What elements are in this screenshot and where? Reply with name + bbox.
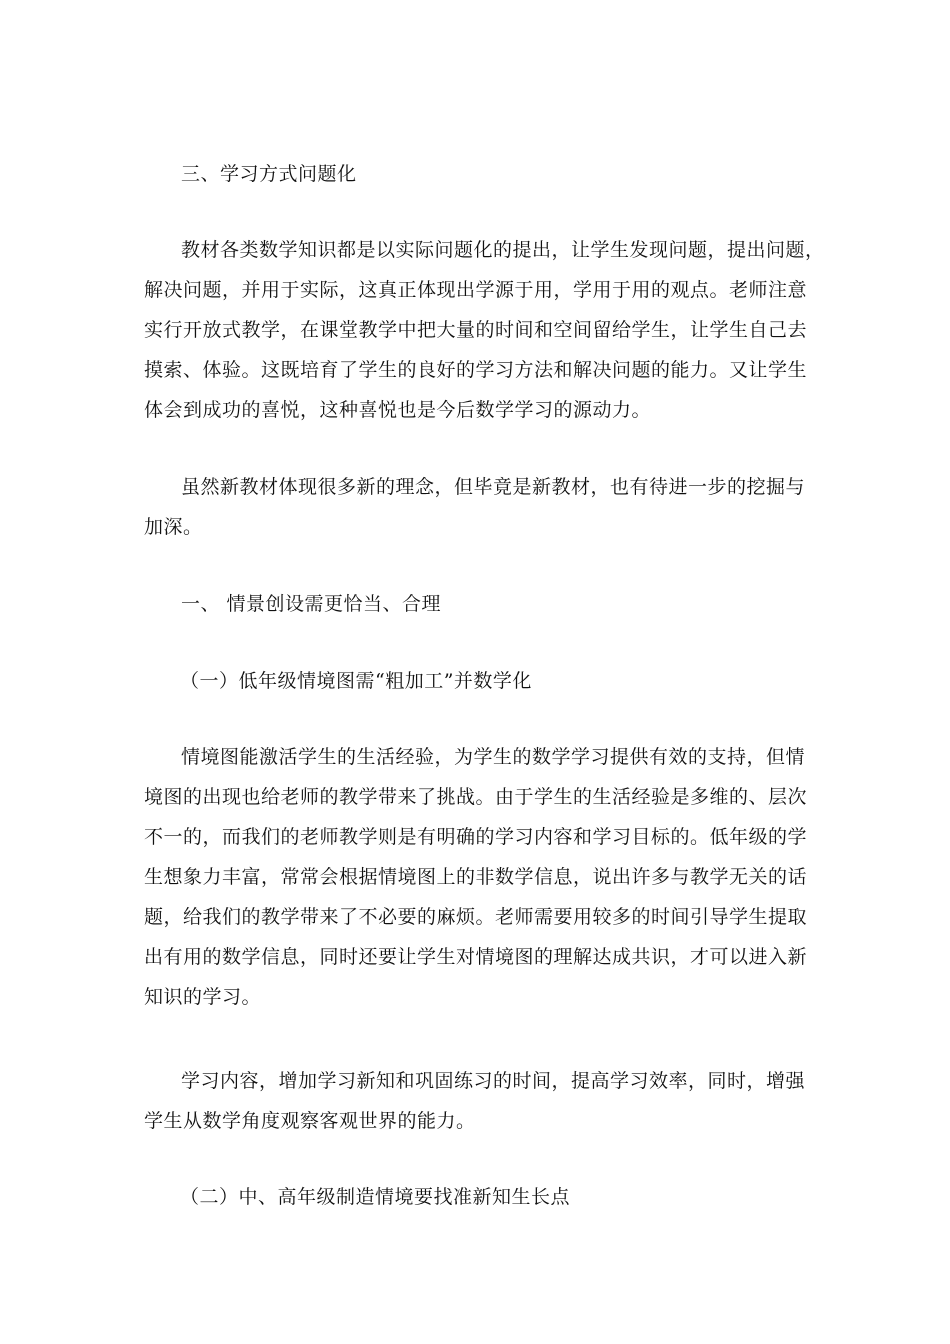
paragraph-line: 境图的出现也给老师的教学带来了挑战。由于学生的生活经验是多维的、层次: [144, 786, 808, 808]
paragraph-line: 不一的，而我们的老师教学则是有明确的学习内容和学习目标的。低年级的学: [144, 826, 808, 848]
paragraph-line: 加深。: [144, 516, 203, 538]
paragraph-line: 摸索、体验。这既培育了学生的良好的学习方法和解决问题的能力。又让学生: [144, 359, 808, 381]
paragraph-line: 生想象力丰富，常常会根据情境图上的非数学信息，说出许多与教学无关的话: [144, 866, 808, 888]
paragraph-line: 题，给我们的教学带来了不必要的麻烦。老师需要用较多的时间引导学生提取: [144, 906, 808, 928]
section-one-heading: 一、 情景创设需更恰当、合理: [181, 593, 442, 615]
paragraph-line: 解决问题，并用于实际，这真正体现出学源于用，学用于用的观点。老师注意: [144, 279, 808, 301]
paragraph-line: 体会到成功的喜悦，这种喜悦也是今后数学学习的源动力。: [144, 399, 652, 421]
paragraph-line: 实行开放式教学，在课堂教学中把大量的时间和空间留给学生，让学生自己去: [144, 319, 808, 341]
paragraph-line: 教材各类数学知识都是以实际问题化的提出，让学生发现问题，提出问题，: [181, 239, 825, 261]
section-three-heading: 三、学习方式问题化: [181, 163, 357, 185]
paragraph-line: 虽然新教材体现很多新的理念，但毕竟是新教材，也有待进一步的挖掘与: [181, 476, 806, 498]
paragraph-line: 情境图能激活学生的生活经验，为学生的数学学习提供有效的支持，但情: [181, 746, 806, 768]
paragraph-line: 学生从数学角度观察客观世界的能力。: [144, 1110, 476, 1132]
subsection-two-heading: （二）中、高年级制造情境要找准新知生长点: [180, 1186, 571, 1208]
paragraph-line: 知识的学习。: [144, 986, 262, 1008]
paragraph-line: 学习内容，增加学习新知和巩固练习的时间，提高学习效率，同时，增强: [181, 1070, 806, 1092]
subsection-one-heading: （一）低年级情境图需“粗加工”并数学化: [180, 670, 532, 692]
paragraph-line: 出有用的数学信息，同时还要让学生对情境图的理解达成共识，才可以进入新: [144, 946, 808, 968]
